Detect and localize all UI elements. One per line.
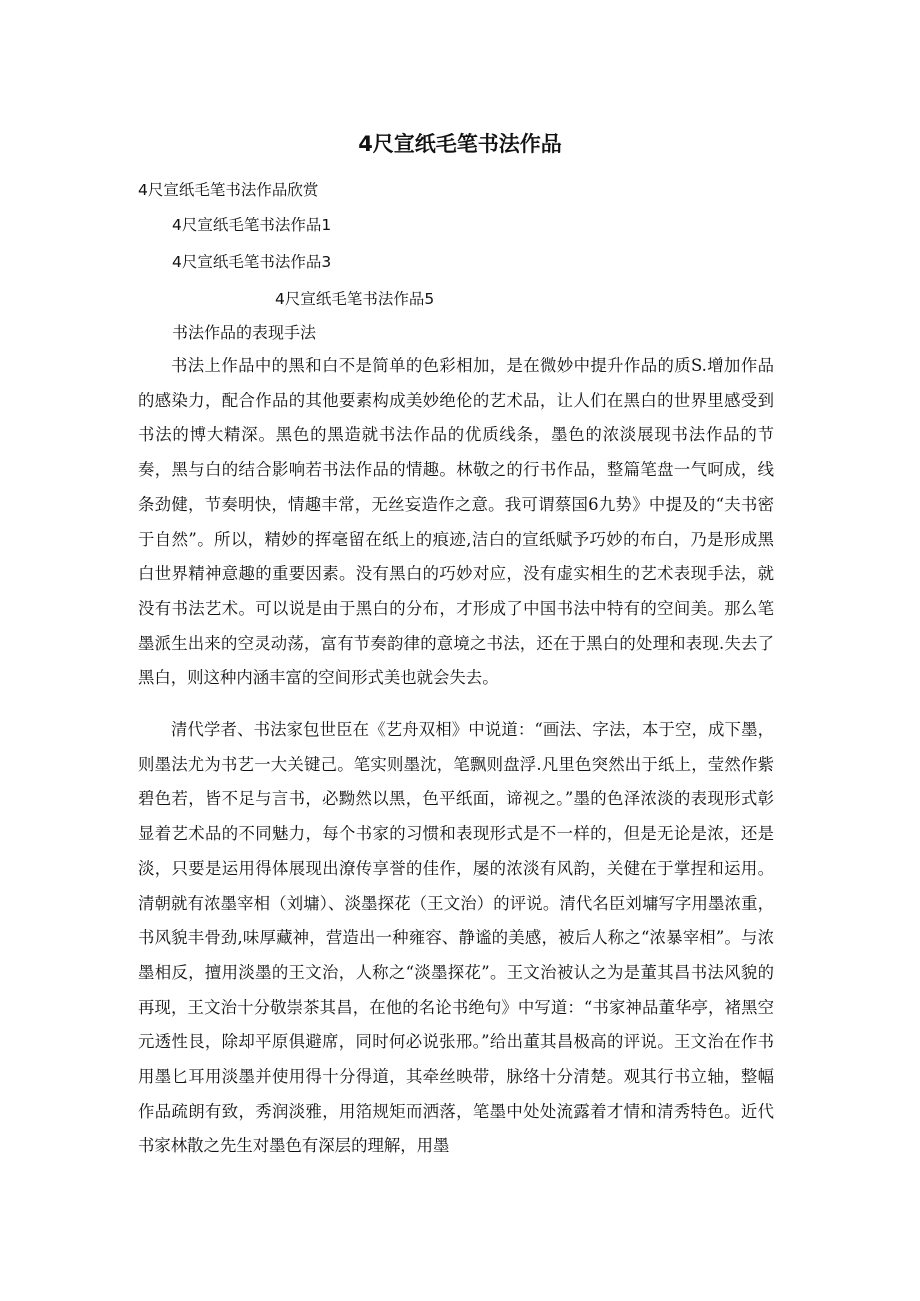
heading-work-3: 4尺宣纸毛笔书法作品3 xyxy=(172,253,332,271)
section-heading: 书法作品的表现手法 xyxy=(172,323,317,342)
document-title: 4尺宣纸毛笔书法作品 xyxy=(358,132,562,156)
heading-appreciation: 4尺宣纸毛笔书法作品欣赏 xyxy=(138,181,319,199)
heading-work-1: 4尺宣纸毛笔书法作品1 xyxy=(172,216,332,234)
paragraph-1: 书法上作品中的黑和白不是简单的色彩相加，是在微妙中提升作品的质S.增加作品的感染力，配合作品的其他要素构成美妙绝伦的艺术品，让人们在黑白的世界里感受到书法的博大精深。黑色的黑造就书法作品的优质线条，墨色的浓淡展现书法作品的节奏，黑与白的结合影响若书法作品的情趣。林敬之的行书作品，整篇笔盘一气呵成，线条劲健，节奏明快，情趣丰常，无丝妄造作之意。我可谓蔡国6九势》中提及的“夫书密于自然”。所以，精妙的挥毫留在纸上的痕迹,洁白的宣纸赋予巧妙的布白，乃是形成黑白世界精神意趣的重要因素。没有黑白的巧妙对应，没有虚实相生的艺术表现手法，就没有书法艺术。可以说是由于黑白的分布，才形成了中国书法中特有的空间美。那么笔墨派生出来的空灵动荡，富有节奏韵律的意境之书法，还在于黑白的处理和表现.失去了黑白，则这种内涵丰富的空间形式美也就会失去。 xyxy=(138,356,774,688)
heading-work-5: 4尺宣纸毛笔书法作品5 xyxy=(275,290,435,308)
paragraph-2: 清代学者、书法家包世臣在《艺舟双相》中说道：“画法、字法，本于空，成下墨，则墨法尤为书艺一大关键己。笔实则墨沈，笔飘则盘浮.凡里色突然出于纸上，莹然作紫碧色若，皆不足与言书，必黝然以黑，色平纸面，谛视之。”墨的色泽浓淡的表现形式彰显着艺术品的不同魅力，每个书家的习惯和表现形式是不一样的，但是无论是浓，还是淡，只要是运用得体展现出潦传享誉的佳作，屡的浓淡有风韵，关健在于掌捏和运用。清朝就有浓墨宰相（刘墉）、淡墨探花（王文治）的评说。清代名臣刘墉写字用墨浓重，书风貌丰骨劲,味厚藏神，营造出一种雍容、静谧的美感，被后人称之“浓暴宰相”。与浓墨相反，擅用淡墨的王文治，人称之“淡墨探花”。王文治被认之为是董其昌书法风貌的再现，王文治十分敬崇茶其昌，在他的名论书绝句》中写道：“书家神品董华亭，褚黑空元透性艮，除却平原俱避席，同时何必说张邢。”给出董其昌极高的评说。王文治在作书用墨匕耳用淡墨并使用得十分得道，其牵丝映带，脉络十分清楚。观其行书立轴，整幅作品疏朗有致，秀润淡雅，用箔规矩而洒落，笔墨中处处流露着才情和清秀特色。近代书家林散之先生对墨色有深层的理解，用墨 xyxy=(138,720,774,1156)
